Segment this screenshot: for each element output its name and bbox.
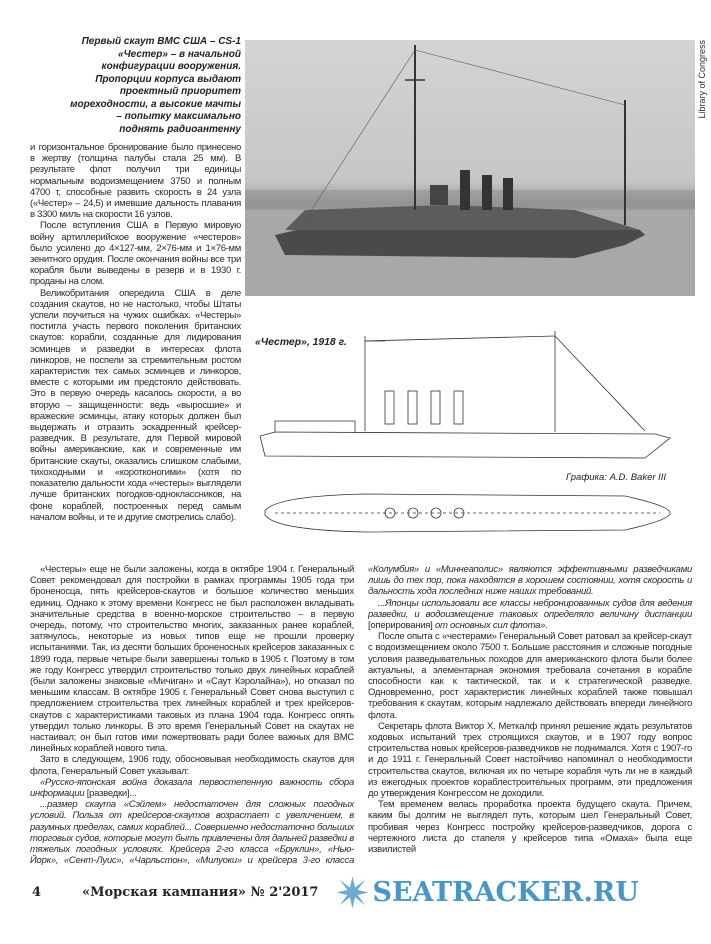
paragraph: После вступления США в Первую мировую войну артиллерийское вооружение «честеров» было усилено до 4×127-мм, 2×76-мм и 1×76-мм зенитного орудия. После окончания войны все три корабля были выведены в резерв и в 1930 г. проданы на слом. [30, 220, 241, 288]
bottom-columns [30, 564, 692, 866]
quote-text: «Русско-японская война доказала первостепенную важность сбора информации [30, 776, 354, 800]
paragraph: Тем временем велась проработка проекта будущего скаута. Причем, каким бы долгим не выглядел путь, которым шел Генеральный Совет, пробивая через Конгресс постройку крейсеров-разведчиков, дорога с чертежного листа до стапеля у крейсеров типа «Омаха» была еще извилистей [368, 799, 692, 856]
photo-caption: Первый скаут ВМС США – CS-1 «Честер» – в начальной конфигурации вооружения. Пропорции корпуса выдают проектный приоритет мореходности, а высокие мачты – попытку максимально поднять радиоантенну [70, 36, 241, 135]
paragraph: «Честеры» еще не были заложены, когда в октябре 1904 г. Генеральный Совет рекомендовал для постройки в рамках программы 1905 года три броненосца, пять крейсеров-скаутов и большое количество меньших единиц. Однако к этому времени Конгресс не был расположен вкладывать значительные средства в военно-морское строительство – в первую очередь, потому, что строительство многих, заказанных ранее кораблей, затянулось, некоторые из новых типов еще не прошли проверку испытаниями. Так, из десяти больших броненосных крейсеров заказанных с 1899 года, первые четыре были завершены только в 1905 г. Поэтому в том же году Конгресс утвердил строительство только двух линейных кораблей (были заложены знаковые «Мичиган» и «Саут Кэролайна»), но отказал по меньшим классам. В октябре 1905 г. Генеральный Совет снова выступил с предложением строительства трех линейных кораблей и трех крейсеров-скаутов с характеристиками таковых из плана 1904 года. Конгресс опять утвердил только линкоры. В это время Генеральный Совет на скаутах не настаивал; он был готов ими пожертвовать ради более важных для ВМС линейных кораблей нового типа. [30, 564, 354, 755]
drawing-label: «Честер», 1918 г. [255, 337, 347, 348]
paragraph: После опыта с «честерами» Генеральный Совет ратовал за крейсер-скаут с водоизмещением около 7500 т. Большие расстояния и сложные погодные условия разведывательных походов для американского флота были более актуальны, а элементарная экономия требовала сочетания в корабле способности как к тактической, так и к стратегической разведке. Одновременно, рост характеристик линейных кораблей также повышал требования к скаутам, которым надлежало действовать впереди линейного флота. [368, 631, 692, 721]
magazine-title: «Морская кампания» № 2'2017 [82, 884, 319, 900]
photo-credit: Library of Congress [697, 40, 707, 119]
quote-insert: [разведки]... [84, 788, 137, 800]
quote-text: ...Японцы использовали все классы небронированных судов для ведения разведки, и водоизмещение таковых определяло величину дистанции [368, 597, 692, 620]
paragraph: Секретарь флота Виктор Х. Меткалф принял решение ждать результатов ходовых испытаний трех строящихся скаутов, и в 1907 году вопрос строительства новых крейсеров-разведчиков не поднимался. Хотя с 1907-го и до 1911 г. Генеральный Совет настойчиво напоминал о необходимости строительства скаутов, включая их по четыре корабля чуть ли не в каждый из ежегодных проектов кораблестроительных программ, эти предложения до утверждения Конгрессом не доходили. [368, 720, 692, 800]
illustrations [245, 36, 707, 556]
drawing-credit: Графика: A.D. Baker III [566, 472, 667, 483]
left-column-text [30, 142, 241, 523]
paragraph: Зато в следующем, 1906 году, обосновывая необходимость скаутов для флота, Генеральный Совет указывал: [30, 754, 354, 777]
paragraph: и горизонтальное бронирование было принесено в жертву (толщина палубы стала 25 мм). В результате флот получил три единицы нормальным водоизмещением 3750 и полным 4700 т, способные развить скорость в 24 узла («Честер» – 24,5) и имевшие дальность плавания в 3300 миль на скорости 16 узлов. [30, 142, 241, 221]
quote-paragraph [30, 777, 354, 799]
left-column [30, 36, 241, 523]
paragraph: Великобритания опередила США в деле создания скаутов, но не настолько, чтобы Штаты успели поучиться на чужих ошибках. «Честеры» постигла участь первого поколения британских скаутов: корабли, созданные для лидирования эсминцев и разведки в интересах флота линкоров, не поспели за стремительным ростом характеристик тех самых эсминцев и линкоров, вместе с которыми им предстояло действовать. Это в первую очередь касалось скорости, а во вторую – защищенности: ведь «выросшие» и вражеские эсминцы, атаку которых должен был выдержать и отразить эскадренный крейсер-разведчик. В результате, для Первой мировой войны американские, как и современные им британские скауты, оказались слишком слабыми, тихоходными и «коротконогими» (хотя по показателю дальности хода «честеры» выглядели лучше британских погодков-одноклассников, на фоне кораблей, построенных перед самым началом войны, и те и другие смотрелись слабо). [30, 287, 241, 523]
watermark: SEATRACKER.RU [372, 876, 639, 908]
quote-text: от основных сил флота». [434, 620, 548, 632]
page-footer [30, 874, 695, 910]
quote-insert: [оперирования] [368, 620, 435, 632]
page-number: 4 [32, 884, 42, 900]
quote-paragraph [368, 598, 692, 632]
quote-text: ...размер скаута «Сэйлем» недостаточен для сложных погодных условий. Польза от крейсеров-скаутов возрастает с увеличением, в разумных пределах, самих кораблей... Совершенно недостаточно больших торговых судов, которые могут быть привлечены для дальней разведки в тяжелых погодных условиях. Крейсера 2-го класса «Бруклин», «Нью-Йорк», «Сент-Луис», «Чарльстон», «Милуоки» и крейсера 3-го класса «Колумбия» и «Миннеаполис» являются эффективными разведчиками лишь до тех пор, пока находятся в хорошем состоянии, хотя скорость и дальность хода последних ниже наших требований. [30, 564, 692, 867]
ship-photo [245, 40, 695, 296]
watermark-star-icon [336, 876, 368, 908]
ship-drawing [245, 326, 695, 556]
top-section [30, 36, 707, 556]
